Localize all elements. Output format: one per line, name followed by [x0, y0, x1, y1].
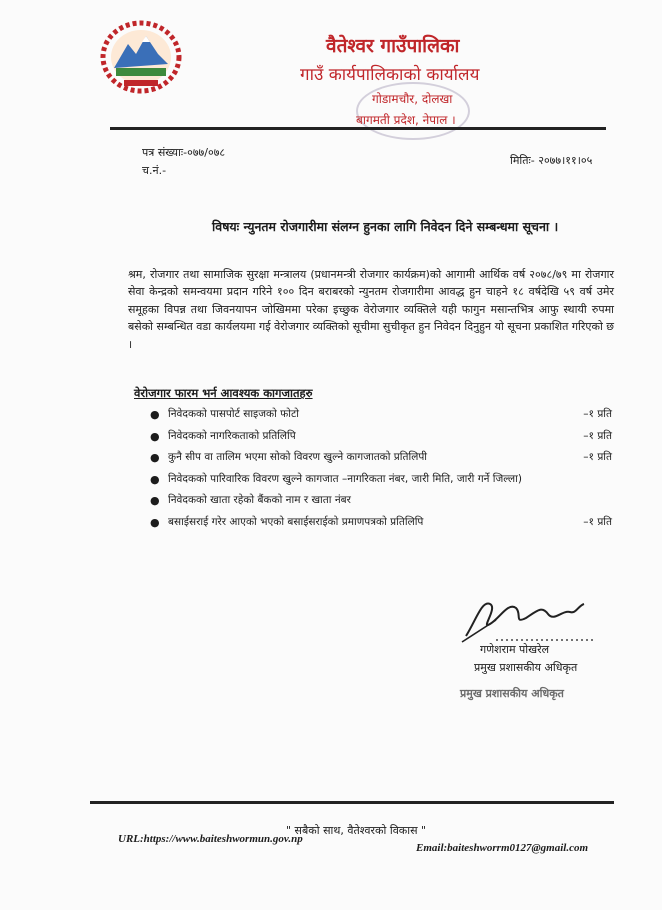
office-name: गाउँ कार्यपालिकाको कार्यालय	[300, 65, 480, 85]
notice-body: श्रम, रोजगार तथा सामाजिक सुरक्षा मन्त्रालय (प्रधानमन्त्री रोजगार कार्यक्रम)को आगामी आर्थिक वर्ष २०७८/७९ मा रोजगार सेवा केन्द्रको समन्वयमा प्रदान गरिने १०० दिन बराबरको न्युनतम रोजगारीमा आवद्ध हुन चाहने १८ वर्षदेखि ५९ वर्ष उमेर समूहका विपन्न तथा जिवनयापन जोखिममा परेका इच्छुक वेरोजगार व्यक्तिले यही फागुन मसान्तभित्र आफु स्थायी रुपमा बसेको सम्बन्धित वडा कार्यलयमा गई वेरोजगार व्यक्तिको सूचीमा सुचीकृत हुन निवेदन दिनुहुन यो सूचना प्रकाशित गरिएको छ ।	[128, 268, 614, 351]
item-text: निवेदकको पासपोर्ट साइजको फोटो	[168, 408, 299, 420]
list-item	[146, 426, 616, 448]
list-item	[146, 469, 616, 491]
item-copies: –१ प्रति	[583, 515, 612, 528]
subject-line: विषयः न्युनतम रोजगारीमा संलग्न हुनका लागि निवेदन दिने सम्बन्धमा सूचना ।	[212, 219, 559, 234]
item-text: बसाईसराई गरेर आएको भएको बसाईसराईको प्रमाणपत्रको प्रतिलिपि	[168, 515, 424, 528]
signatory-stamp: प्रमुख प्रशासकीय अधिकृत	[460, 687, 564, 700]
requirements-list	[146, 404, 616, 534]
list-item	[146, 447, 616, 469]
requirements-heading: वेरोजगार फारम भर्न आवश्यक कागजातहरु	[134, 386, 313, 400]
org-province: बागमती प्रदेश, नेपाल ।	[356, 113, 456, 127]
item-text: निवेदकको नागरिकताको प्रतिलिपि	[168, 429, 296, 442]
letter-number: पत्र संख्याः-०७७/०७८	[142, 146, 226, 159]
item-copies: –१ प्रति	[583, 408, 612, 420]
footer-url[interactable]: URL:https://www.baiteshwormun.gov.np	[118, 833, 303, 845]
dispatch-number: च.नं.-	[142, 164, 167, 177]
footer-email[interactable]: Email:baiteshworrm0127@gmail.com	[416, 842, 589, 854]
org-place: गोडामचौर, दोलखा	[372, 92, 453, 106]
item-text: निवेदकको खाता रहेको बैंकको नाम र खाता नंबर	[168, 494, 351, 507]
letter-date: मितिः- २०७७।११।०५	[510, 154, 593, 167]
header-divider	[110, 127, 606, 130]
bullet-icon: ●	[150, 515, 160, 529]
list-item	[146, 490, 616, 512]
signatory-title: प्रमुख प्रशासकीय अधिकृत	[474, 661, 578, 674]
signatory-name: गणेशराम पोखरेल	[480, 643, 550, 656]
item-copies: –१ प्रति	[583, 451, 612, 464]
municipality-emblem-icon	[98, 20, 184, 94]
list-item	[146, 404, 616, 426]
bullet-icon: ●	[150, 472, 160, 486]
item-text: निवेदकको पारिवारिक विवरण खुल्ने कागजात –नागरिकता नंबर, जारी मिति, जारी गर्ने जिल्ला)	[168, 472, 522, 485]
signature-icon	[456, 590, 596, 646]
footer-divider	[90, 801, 614, 804]
item-text: कुनै सीप वा तालिम भएमा सोको विवरण खुल्ने कागजातको प्रतिलिपी	[168, 451, 428, 464]
bullet-icon: ●	[150, 408, 160, 421]
bullet-icon: ●	[150, 494, 160, 508]
bullet-icon: ●	[150, 429, 160, 443]
list-item	[146, 512, 616, 534]
footer-slogan: " सबैको साथ, वैतेश्वरको विकास "	[286, 824, 427, 837]
item-copies: –१ प्रति	[583, 429, 612, 442]
bullet-icon: ●	[150, 451, 160, 465]
org-name: वैतेश्वर गाउँपालिका	[326, 35, 460, 57]
